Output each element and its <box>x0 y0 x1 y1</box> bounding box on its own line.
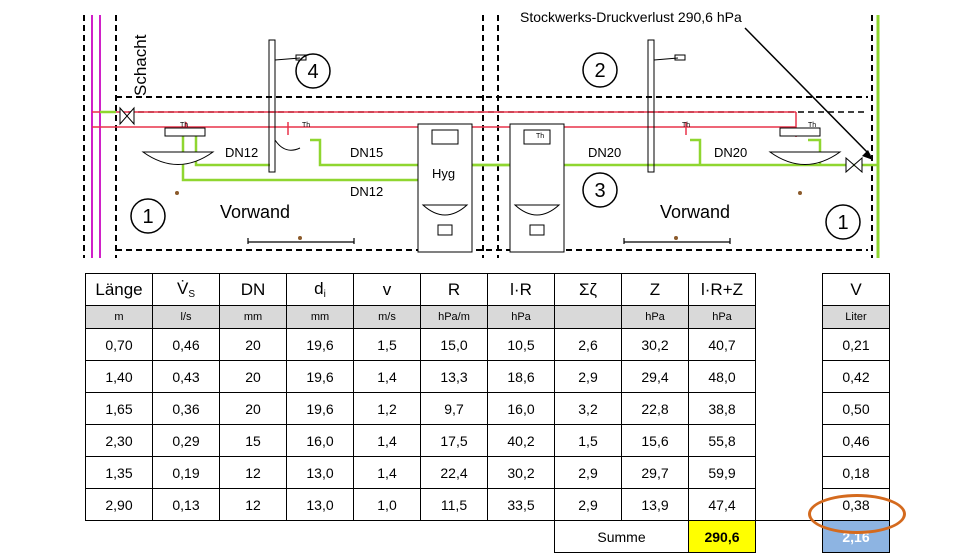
valve-left <box>120 108 134 124</box>
front-wall-right-label: Vorwand <box>660 202 731 222</box>
col-length: Länge <box>86 274 153 306</box>
marker-1-left: 1 <box>142 206 154 228</box>
svg-text:Th: Th <box>536 133 545 140</box>
dn20-right-label: DN20 <box>714 145 748 160</box>
table-row: 2,30 0,29 15 16,0 1,4 17,5 40,2 1,5 15,6 55,8 0,46 <box>86 425 890 457</box>
header-row <box>86 274 890 306</box>
sum-row <box>86 521 890 553</box>
front-wall-left-label: Vorwand <box>220 202 291 222</box>
dn20-left-label: DN20 <box>588 145 622 160</box>
col-lr: l·R <box>488 274 555 306</box>
cold-water-pipe <box>100 112 878 185</box>
shaft-label: Schacht <box>131 34 150 96</box>
marker-3: 3 <box>594 180 606 202</box>
col-zeta: Σζ <box>555 274 622 306</box>
table-row: 1,35 0,19 12 13,0 1,4 22,4 30,2 2,9 29,7 59,9 0,18 <box>86 457 890 489</box>
sum-volume: 2,16 <box>823 521 890 553</box>
table-row: 1,65 0,36 20 19,6 1,2 9,7 16,0 3,2 22,8 38,8 0,50 <box>86 393 890 425</box>
installation-diagram <box>0 0 960 270</box>
col-inner-diameter: $d_i$ <box>287 274 354 306</box>
floor-loss-note: Stockwerks-Druckverlust 290,6 hPa <box>520 9 742 25</box>
svg-text:Th: Th <box>180 122 189 129</box>
table-row: 1,40 0,43 20 19,6 1,4 13,3 18,6 2,9 29,4 48,0 0,42 <box>86 361 890 393</box>
table-row: 2,90 0,13 12 13,0 1,0 11,5 33,5 2,9 13,9 47,4 0,38 <box>86 489 890 521</box>
highlight-ellipse <box>808 494 906 534</box>
marker-2: 2 <box>594 60 606 82</box>
col-lr-z: l·R+Z <box>689 274 756 306</box>
valve-right <box>846 158 862 172</box>
shower-right <box>648 40 685 172</box>
dn12-bottom-label: DN12 <box>350 184 384 199</box>
col-volume: V <box>823 274 890 306</box>
marker-1-right: 1 <box>837 212 849 234</box>
sum-label: Summe <box>555 521 689 553</box>
dn15-label: DN15 <box>350 145 384 160</box>
svg-text:Th: Th <box>808 122 817 129</box>
sum-pressure: 290,6 <box>689 521 756 553</box>
pressure-loss-table <box>85 273 890 553</box>
svg-text:Th: Th <box>302 122 311 129</box>
toilet-right <box>510 124 564 252</box>
marker-4: 4 <box>307 61 319 83</box>
dn12-left-label: DN12 <box>225 145 259 160</box>
table-row: 0,70 0,46 20 19,6 1,5 15,0 10,5 2,6 30,2 40,7 0,21 <box>86 329 890 361</box>
washbasin-left <box>143 128 213 165</box>
washbasin-right <box>770 128 840 165</box>
col-spacer <box>756 274 823 306</box>
svg-text:Th: Th <box>682 122 691 129</box>
col-velocity: v <box>354 274 421 306</box>
col-dn: DN <box>220 274 287 306</box>
col-r: R <box>421 274 488 306</box>
toilet-left <box>418 124 472 252</box>
col-flow: $V̇_S$ <box>153 274 220 306</box>
units-row: m l/s mm mm m/s hPa/m hPa hPa hPa Liter <box>86 306 890 329</box>
col-z: Z <box>622 274 689 306</box>
hyg-label: Hyg <box>432 166 456 181</box>
